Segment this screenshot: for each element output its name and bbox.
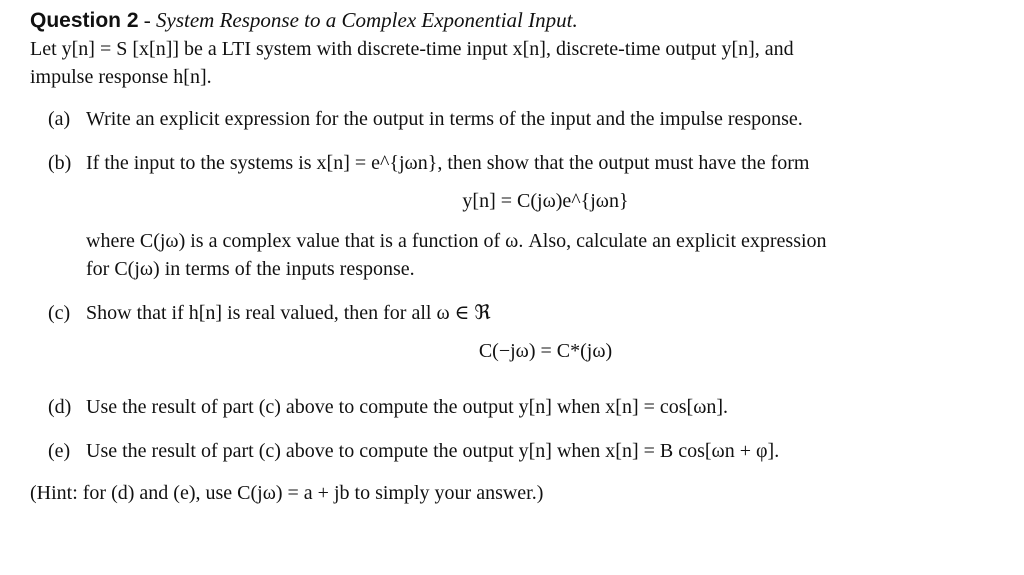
part-a [48,105,1005,133]
part-e-text: Use the result of part (c) above to compute the output y[n] when x[n] = B cos[ωn + φ]. [86,440,780,462]
part-b-equation: y[n] = C(jω)e^{jωn} [462,190,629,212]
intro-line-2: impulse response h[n]. [30,66,212,88]
problem-page [30,6,1005,507]
part-c-equation: C(−jω) = C*(jω) [478,340,613,362]
part-d-text: Use the result of part (c) above to compute the output y[n] when x[n] = cos[ωn]. [86,396,729,418]
question-intro [30,35,1005,91]
part-b [48,149,1005,283]
question-number: Question 2 [30,9,139,32]
part-b-after-line-1: where C(jω) is a complex value that is a function of ω. Also, calculate an explicit expression [86,230,827,252]
part-d-label: (d) [48,396,72,418]
question-separator: - [138,8,157,32]
intro-line-1: Let y[n] = S [x[n]] be a LTI system with discrete-time input x[n], discrete-time output y[n], and [30,38,794,60]
question-title: System Response to a Complex Exponential Input. [156,8,578,32]
part-b-text: If the input to the systems is x[n] = e^{jωn}, then show that the output must have the form [86,152,810,174]
hint-text: (Hint: for (d) and (e), use C(jω) = a + jb to simply your answer.) [30,482,544,504]
part-b-label: (b) [48,152,72,174]
part-d [48,393,1005,421]
part-a-text: Write an explicit expression for the output in terms of the input and the impulse response. [86,108,803,130]
part-c [48,299,1005,377]
part-a-label: (a) [48,108,71,130]
question-heading [30,6,1005,35]
parts-list [30,105,1005,465]
part-c-label: (c) [48,302,71,324]
part-e [48,437,1005,465]
part-c-text: Show that if h[n] is real valued, then for all ω ∈ ℜ [86,302,491,324]
part-b-after-line-2: for C(jω) in terms of the inputs response. [86,258,415,280]
part-e-label: (e) [48,440,71,462]
